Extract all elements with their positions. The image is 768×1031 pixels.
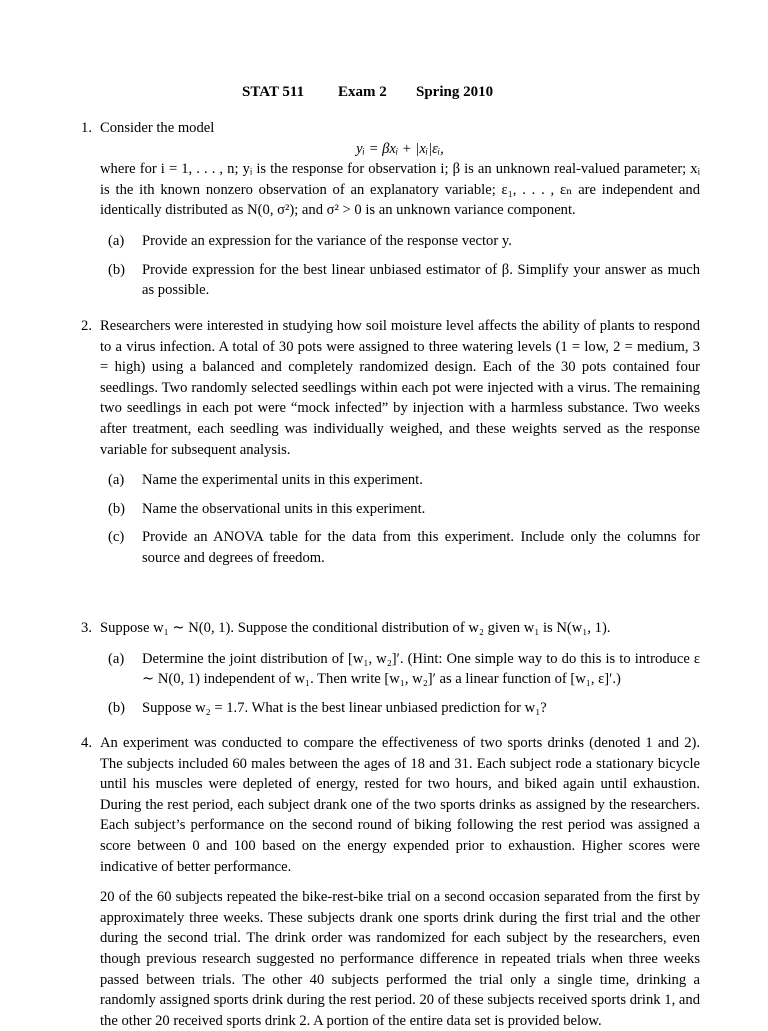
question-number: 4.	[81, 735, 92, 751]
part-text: Provide an ANOVA table for the data from this experiment. Include only the columns for source and degrees of freedom.	[142, 529, 700, 566]
question-part	[108, 499, 700, 520]
question-part	[108, 231, 700, 252]
question-number: 2.	[81, 318, 92, 334]
question-number: 1.	[81, 120, 92, 136]
question-text: An experiment was conducted to compare the effectiveness of two sports drinks (denoted 1 and 2). The subjects included 60 males between the ages of 18 and 31. Each subject rode a stationary bicycle until his muscles were depleted of energy, rested for two hours, and biked again until exhaustion. During the rest period, each subject drank one of the two sports drinks as assigned by the researchers. Each subject’s performance on the second round of biking following the rest period was assigned a score between 0 and 100 based on the energy expended prior to exhaustion. Higher scores were indicative of better performance.	[100, 735, 700, 875]
exam-term: Spring 2010	[416, 84, 494, 100]
course-title: STAT 511	[242, 84, 305, 100]
question-text: Suppose w₁ ∼ N(0, 1). Suppose the conditional distribution of w₂ given w₁ is N(w₁, 1).	[100, 620, 611, 636]
question-text: where for i = 1, . . . , n; yᵢ is the response for observation i; β is an unknown real-valued parameter; xᵢ is the ith known nonzero observation of an explanatory variable; ε₁, . . . , εₙ are independent and identically distributed as N(0, σ²); and σ² > 0 is an unknown variance component.	[100, 161, 700, 219]
part-label: (b)	[108, 500, 126, 517]
exam-header	[0, 82, 768, 104]
part-label: (c)	[108, 529, 125, 546]
question-part	[108, 260, 700, 301]
question-number: 3.	[81, 620, 92, 636]
question-1	[72, 118, 700, 309]
question-part	[108, 698, 700, 719]
part-text: Provide an expression for the variance of the response vector y.	[142, 232, 512, 249]
question-2	[72, 316, 700, 577]
model-equation: yᵢ = βxᵢ + |xᵢ|εᵢ,	[356, 140, 444, 157]
question-part	[108, 527, 700, 568]
part-text: Suppose w₂ = 1.7. What is the best linear unbiased prediction for w₁?	[142, 699, 547, 716]
part-label: (b)	[108, 261, 126, 278]
question-text-continued: 20 of the 60 subjects repeated the bike-rest-bike trial on a second occasion separated from the first by approximately three weeks. These subjects drank one sports drink during the first trial and the other during the second trial. The drink order was randomized for each subject by the researchers, even though previous research suggested no performance difference in repeated trials when three weeks passed between trials. The other 40 subjects performed the trial only a single time, drinking a randomly assigned sports drink during the rest period. 20 of these subjects received sports drink 1, and the other 20 received sports drink 2. A portion of the entire data set is provided below.	[100, 889, 700, 1029]
part-label: (a)	[108, 232, 125, 249]
part-text: Name the observational units in this experiment.	[142, 500, 426, 517]
question-text: Researchers were interested in studying how soil moisture level affects the ability of plants to respond to a virus infection. A total of 30 pots were assigned to three watering levels (1 = low, 2 = medium, 3 = high) using a balanced and completely randomized design. Each of the 30 pots contained four seedlings. Two randomly selected seedlings within each pot were injected with a virus. The remaining two seedlings in each pot were “mock infected” by injection with a harmless substance. Two weeks after treatment, each seedling was individually weighed, and these weights served as the response variable for subsequent analysis.	[100, 318, 700, 458]
part-text: Determine the joint distribution of [w₁, w₂]′. (Hint: One simple way to do this is to introduce ε ∼ N(0, 1) independent of w₁. Then write [w₁, w₂]′ as a linear function of [w₁, ε]′.)	[142, 650, 700, 688]
part-text: Name the experimental units in this experiment.	[142, 472, 423, 489]
part-text: Provide expression for the best linear unbiased estimator of β. Simplify your answer as much as possible.	[142, 261, 700, 299]
question-part	[108, 470, 700, 491]
question-3	[72, 618, 700, 726]
exam-title: Exam 2	[338, 84, 387, 100]
question-intro: Consider the model	[100, 120, 215, 136]
question-4	[72, 733, 700, 1031]
part-label: (a)	[108, 472, 125, 489]
part-label: (a)	[108, 650, 125, 667]
part-label: (b)	[108, 699, 126, 716]
question-part	[108, 649, 700, 690]
